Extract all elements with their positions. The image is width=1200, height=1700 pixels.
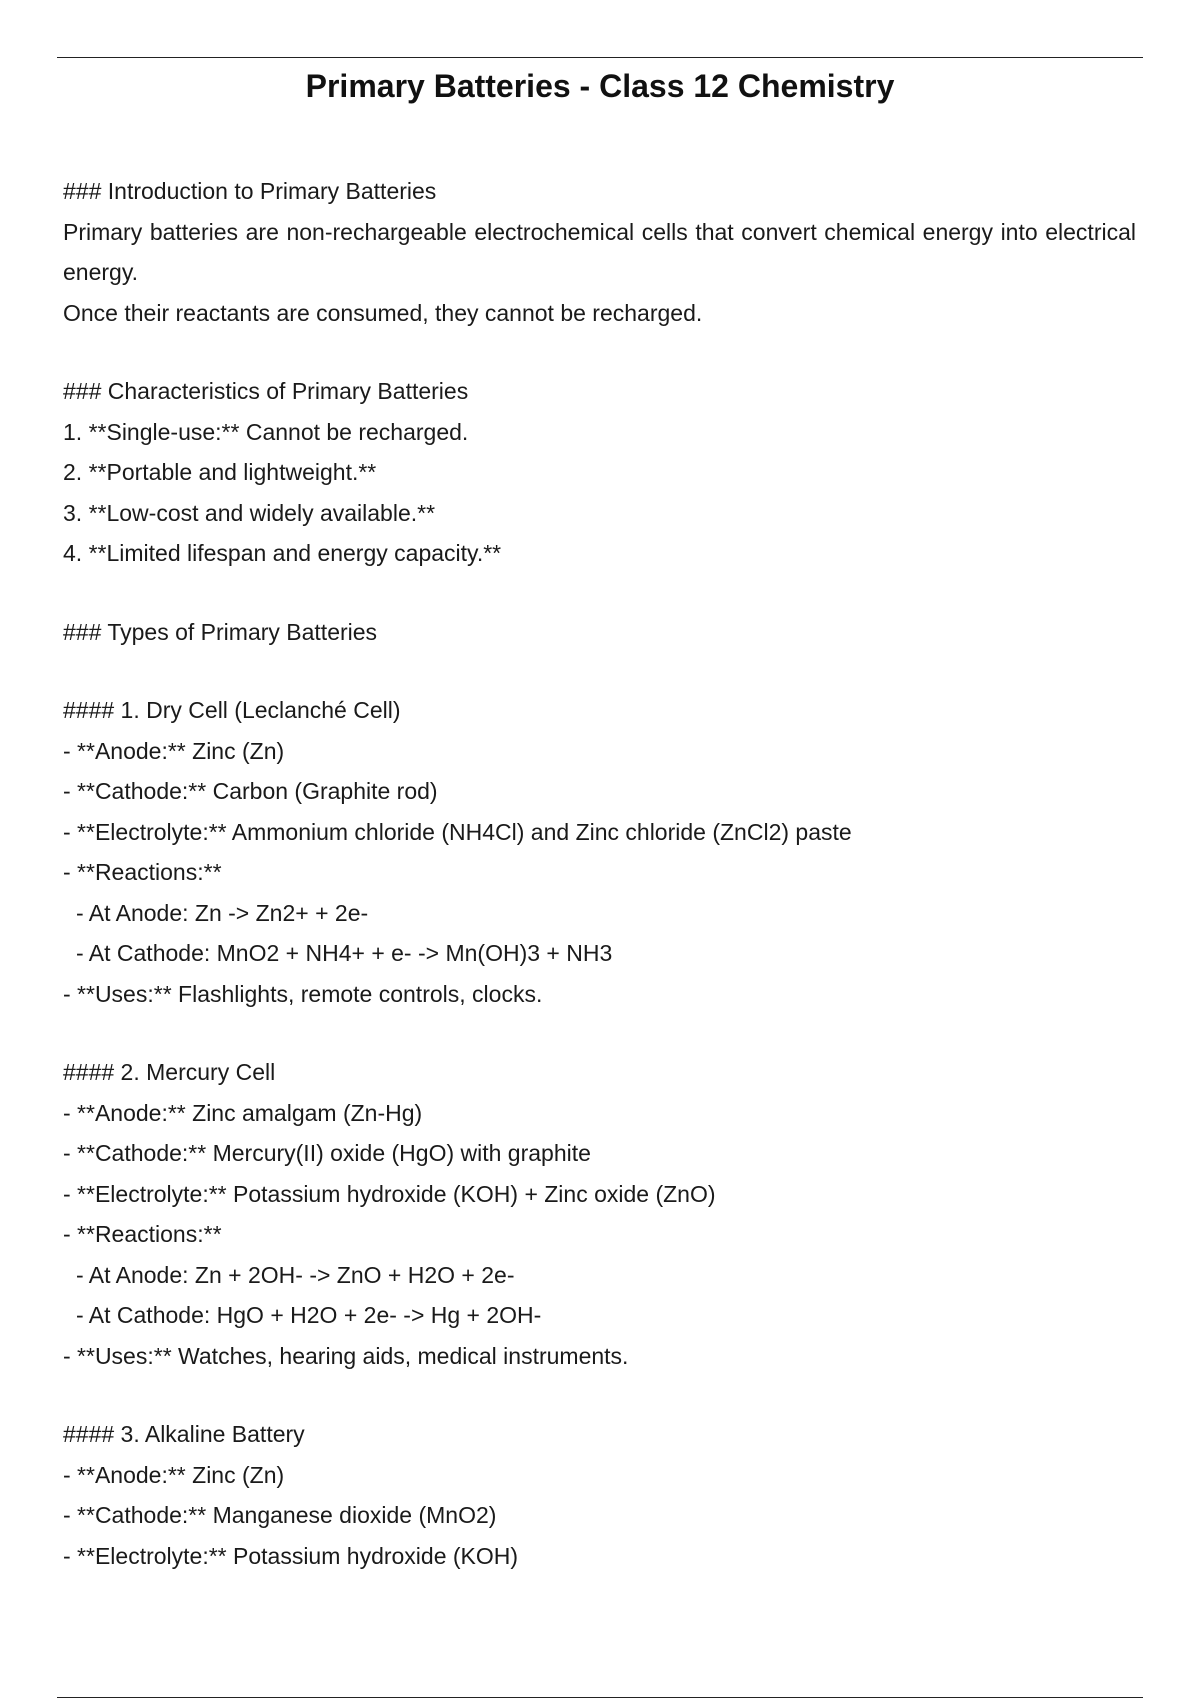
characteristics-heading: ### Characteristics of Primary Batteries bbox=[63, 378, 469, 404]
intro-heading: ### Introduction to Primary Batteries bbox=[63, 178, 437, 204]
list-item: 3. **Low-cost and widely available.** bbox=[63, 499, 436, 526]
dry-cell-heading: #### 1. Dry Cell (Leclanché Cell) bbox=[63, 697, 401, 723]
alkaline-heading: #### 3. Alkaline Battery bbox=[63, 1421, 305, 1447]
spacer bbox=[63, 574, 1136, 612]
page-title: Primary Batteries - Class 12 Chemistry bbox=[305, 68, 895, 104]
spacer bbox=[63, 652, 1136, 690]
mercury-cell-anode-reaction: - At Anode: Zn + 2OH- -> ZnO + H2O + 2e- bbox=[76, 1261, 515, 1288]
mercury-cell-anode: - **Anode:** Zinc amalgam (Zn-Hg) bbox=[63, 1099, 423, 1126]
dry-cell-cathode-reaction: - At Cathode: MnO2 + NH4+ + e- -> Mn(OH)3 + NH3 bbox=[76, 940, 613, 966]
spacer bbox=[63, 1014, 1136, 1052]
document-body bbox=[63, 171, 1136, 1576]
mercury-cell-uses: - **Uses:** Watches, hearing aids, medical instruments. bbox=[63, 1342, 629, 1369]
dry-cell-anode-reaction: - At Anode: Zn -> Zn2+ + 2e- bbox=[76, 899, 369, 926]
list-item: 1. **Single-use:** Cannot be recharged. bbox=[63, 418, 469, 445]
alkaline-cathode: - **Cathode:** Manganese dioxide (MnO2) bbox=[63, 1502, 497, 1528]
dry-cell-anode: - **Anode:** Zinc (Zn) bbox=[63, 737, 285, 764]
mercury-cell-heading: #### 2. Mercury Cell bbox=[63, 1059, 276, 1085]
list-item: 4. **Limited lifespan and energy capacity.** bbox=[63, 540, 502, 566]
mercury-cell-reactions: - **Reactions:** bbox=[63, 1221, 222, 1247]
types-heading: ### Types of Primary Batteries bbox=[63, 618, 378, 645]
mercury-cell-electrolyte: - **Electrolyte:** Potassium hydroxide (KOH) + Zinc oxide (ZnO) bbox=[63, 1180, 716, 1207]
dry-cell-uses: - **Uses:** Flashlights, remote controls, clocks. bbox=[63, 980, 543, 1007]
list-item: 2. **Portable and lightweight.** bbox=[63, 459, 377, 485]
spacer bbox=[63, 1376, 1136, 1414]
top-rule bbox=[57, 57, 1143, 58]
intro-line: Once their reactants are consumed, they cannot be recharged. bbox=[63, 299, 703, 326]
dry-cell-cathode: - **Cathode:** Carbon (Graphite rod) bbox=[63, 778, 438, 804]
alkaline-anode: - **Anode:** Zinc (Zn) bbox=[63, 1461, 285, 1488]
spacer bbox=[63, 333, 1136, 371]
mercury-cell-cathode-reaction: - At Cathode: HgO + H2O + 2e- -> Hg + 2OH- bbox=[76, 1302, 542, 1328]
intro-paragraph: Primary batteries are non-rechargeable electrochemical cells that convert chemical energy into electrical energy. bbox=[63, 218, 1136, 285]
bottom-rule bbox=[57, 1697, 1143, 1698]
dry-cell-electrolyte: - **Electrolyte:** Ammonium chloride (NH4Cl) and Zinc chloride (ZnCl2) paste bbox=[63, 818, 852, 845]
mercury-cell-cathode: - **Cathode:** Mercury(II) oxide (HgO) with graphite bbox=[63, 1140, 591, 1166]
dry-cell-reactions: - **Reactions:** bbox=[63, 859, 222, 885]
alkaline-electrolyte: - **Electrolyte:** Potassium hydroxide (KOH) bbox=[63, 1542, 519, 1569]
